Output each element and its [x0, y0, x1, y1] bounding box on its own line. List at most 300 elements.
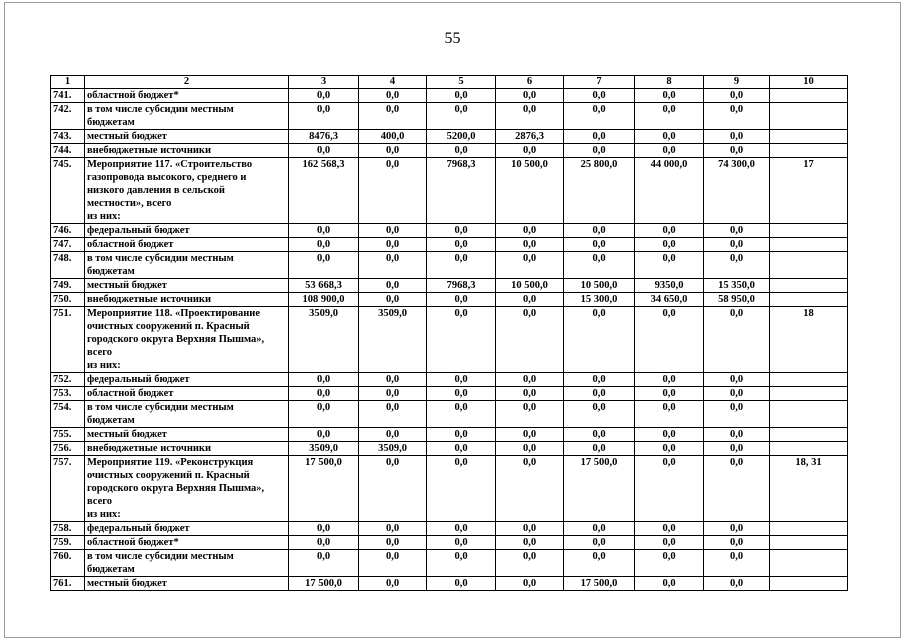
value-text: 0,0: [662, 131, 676, 142]
row-name-line: городского округа Верхняя Пышма»,: [87, 334, 265, 345]
value-text: 0,0: [592, 443, 606, 454]
value-text: 0,0: [522, 551, 537, 562]
row-name-line: областной бюджет*: [87, 537, 179, 548]
value-text: 25 800,0: [580, 159, 618, 170]
value-cell: [427, 252, 496, 279]
value-cell: [289, 238, 359, 252]
table-row: [51, 307, 848, 373]
value-text: 0,0: [592, 239, 606, 250]
value-text: 10 500,0: [511, 280, 548, 291]
target-reference-cell: [770, 279, 848, 293]
value-text: 0,0: [385, 294, 400, 305]
column-header: 3: [289, 76, 359, 89]
row-name-cell: [85, 387, 289, 401]
table-row: [51, 387, 848, 401]
row-name-cell: [85, 373, 289, 387]
value-text: 0,0: [729, 104, 744, 115]
value-text: 0,0: [592, 253, 606, 264]
row-name-line: областной бюджет: [87, 239, 174, 250]
value-text: 0,0: [729, 429, 744, 440]
value-cell: [635, 103, 704, 130]
value-cell: [564, 550, 635, 577]
value-text: 0,0: [662, 457, 676, 468]
value-cell: [496, 89, 564, 103]
row-name-line: всего: [87, 347, 113, 358]
value-text: 0,0: [454, 239, 468, 250]
page-number: 55: [444, 30, 461, 47]
value-text: 0,0: [385, 457, 400, 468]
value-text: 0,0: [522, 443, 537, 454]
value-text: 0,0: [454, 104, 468, 115]
value-cell: [359, 224, 427, 238]
value-text: 10 500,0: [511, 159, 548, 170]
value-cell: [496, 456, 564, 522]
value-cell: [704, 89, 770, 103]
value-cell: [496, 224, 564, 238]
value-cell: [704, 550, 770, 577]
value-cell: [704, 224, 770, 238]
row-name-cell: [85, 550, 289, 577]
value-cell: [359, 401, 427, 428]
table-row: [51, 522, 848, 536]
value-cell: [564, 144, 635, 158]
value-text: 15 300,0: [580, 294, 618, 305]
row-number: 743.: [51, 130, 85, 144]
row-number: 753.: [51, 387, 85, 401]
value-cell: [635, 456, 704, 522]
value-text: 0,0: [662, 523, 676, 534]
row-name-line: очистных сооружений п. Красный: [87, 321, 250, 332]
value-text: 0,0: [316, 429, 331, 440]
table-row: [51, 401, 848, 428]
target-reference-text: 17: [803, 159, 814, 170]
value-cell: [704, 238, 770, 252]
value-text: 0,0: [592, 537, 606, 548]
row-name-cell: [85, 536, 289, 550]
value-cell: [359, 279, 427, 293]
value-cell: [635, 536, 704, 550]
column-header: 2: [85, 76, 289, 89]
column-header: 7: [564, 76, 635, 89]
value-cell: [289, 577, 359, 591]
value-cell: [289, 130, 359, 144]
value-text: 0,0: [385, 280, 400, 291]
value-cell: [635, 130, 704, 144]
target-reference-cell: [770, 456, 848, 522]
table-row: [51, 158, 848, 224]
value-cell: [496, 279, 564, 293]
value-cell: [635, 252, 704, 279]
value-text: 0,0: [729, 457, 744, 468]
value-text: 0,0: [385, 90, 400, 101]
table-row: [51, 456, 848, 522]
value-cell: [427, 144, 496, 158]
value-cell: [704, 373, 770, 387]
value-cell: [359, 130, 427, 144]
value-cell: [635, 522, 704, 536]
value-text: 0,0: [316, 225, 331, 236]
column-header: 8: [635, 76, 704, 89]
row-name-line: местный бюджет: [87, 429, 167, 440]
value-cell: [359, 158, 427, 224]
table-body: [51, 89, 848, 591]
value-text: 10 500,0: [580, 280, 618, 291]
value-text: 0,0: [316, 104, 331, 115]
target-reference-cell: [770, 238, 848, 252]
target-reference-cell: [770, 387, 848, 401]
header-row: [51, 76, 848, 89]
row-name-line: очистных сооружений п. Красный: [87, 470, 250, 481]
value-cell: [289, 89, 359, 103]
value-text: 0,0: [454, 253, 468, 264]
value-cell: [704, 442, 770, 456]
value-text: 0,0: [729, 578, 744, 589]
row-name-line: в том числе субсидии местным: [87, 402, 234, 413]
table-row: [51, 536, 848, 550]
table-row: [51, 238, 848, 252]
value-text: 0,0: [316, 388, 331, 399]
value-text: 0,0: [316, 145, 331, 156]
row-name-line: из них:: [87, 211, 121, 222]
column-header: 9: [704, 76, 770, 89]
row-number: 747.: [51, 238, 85, 252]
value-cell: [704, 307, 770, 373]
value-cell: [564, 89, 635, 103]
value-text: 8476,3: [309, 131, 338, 142]
value-text: 0,0: [316, 537, 331, 548]
value-text: 0,0: [522, 145, 537, 156]
row-number: 754.: [51, 401, 85, 428]
column-header: 4: [359, 76, 427, 89]
value-text: 53 668,3: [305, 280, 342, 291]
table-row: [51, 373, 848, 387]
value-cell: [635, 293, 704, 307]
target-reference-cell: [770, 428, 848, 442]
value-text: 0,0: [592, 374, 606, 385]
value-text: 0,0: [454, 578, 468, 589]
value-cell: [289, 252, 359, 279]
row-name-cell: [85, 307, 289, 373]
value-text: 0,0: [454, 145, 468, 156]
value-text: 0,0: [454, 537, 468, 548]
row-name-line: из них:: [87, 360, 121, 371]
value-text: 0,0: [729, 551, 744, 562]
value-text: 0,0: [522, 578, 537, 589]
value-text: 0,0: [454, 90, 468, 101]
row-name-line: местный бюджет: [87, 131, 167, 142]
row-number: 757.: [51, 456, 85, 522]
value-text: 0,0: [385, 537, 400, 548]
value-cell: [704, 522, 770, 536]
value-cell: [496, 130, 564, 144]
value-cell: [635, 577, 704, 591]
row-number: 748.: [51, 252, 85, 279]
value-text: 0,0: [662, 388, 676, 399]
row-name-line: газопровода высокого, среднего и: [87, 172, 247, 183]
value-cell: [359, 144, 427, 158]
value-text: 0,0: [316, 551, 331, 562]
value-cell: [635, 387, 704, 401]
target-reference-cell: [770, 442, 848, 456]
row-name-line: в том числе субсидии местным: [87, 253, 234, 264]
budget-table: [50, 75, 848, 591]
value-cell: [564, 130, 635, 144]
row-number: 761.: [51, 577, 85, 591]
row-name-line: бюджетам: [87, 266, 135, 277]
value-text: 0,0: [522, 537, 537, 548]
row-name-line: внебюджетные источники: [87, 443, 212, 454]
row-number: 742.: [51, 103, 85, 130]
target-reference-cell: [770, 307, 848, 373]
value-cell: [564, 373, 635, 387]
value-cell: [427, 401, 496, 428]
value-cell: [496, 158, 564, 224]
row-name-line: Мероприятие 117. «Строительство: [87, 159, 253, 170]
value-cell: [496, 401, 564, 428]
value-text: 0,0: [316, 253, 331, 264]
value-cell: [704, 279, 770, 293]
value-cell: [564, 238, 635, 252]
value-text: 0,0: [592, 225, 606, 236]
value-text: 0,0: [729, 402, 744, 413]
row-name-line: всего: [87, 496, 113, 507]
value-cell: [635, 442, 704, 456]
row-number: 752.: [51, 373, 85, 387]
value-cell: [564, 456, 635, 522]
value-text: 0,0: [522, 457, 537, 468]
row-number: 756.: [51, 442, 85, 456]
value-cell: [564, 293, 635, 307]
value-text: 0,0: [592, 551, 606, 562]
table-row: [51, 577, 848, 591]
value-text: 0,0: [592, 90, 606, 101]
row-number: 751.: [51, 307, 85, 373]
value-text: 0,0: [454, 457, 468, 468]
value-text: 0,0: [385, 374, 400, 385]
value-cell: [496, 103, 564, 130]
value-cell: [496, 373, 564, 387]
table-row: [51, 89, 848, 103]
row-name-cell: [85, 89, 289, 103]
table-row: [51, 103, 848, 130]
value-text: 17 500,0: [580, 578, 618, 589]
target-reference-cell: [770, 577, 848, 591]
row-number: 755.: [51, 428, 85, 442]
value-text: 0,0: [522, 90, 537, 101]
column-header: 1: [51, 76, 85, 89]
value-cell: [564, 577, 635, 591]
value-cell: [427, 456, 496, 522]
value-text: 0,0: [385, 402, 400, 413]
value-text: 0,0: [592, 429, 606, 440]
value-cell: [704, 130, 770, 144]
value-text: 3509,0: [309, 443, 338, 454]
value-cell: [289, 550, 359, 577]
row-name-cell: [85, 456, 289, 522]
value-cell: [359, 293, 427, 307]
value-text: 0,0: [522, 523, 537, 534]
row-number: 745.: [51, 158, 85, 224]
value-text: 108 900,0: [302, 294, 345, 305]
row-number: 744.: [51, 144, 85, 158]
value-text: 34 650,0: [650, 294, 688, 305]
value-text: 0,0: [454, 402, 468, 413]
value-text: 0,0: [729, 308, 744, 319]
value-cell: [427, 279, 496, 293]
row-name-line: федеральный бюджет: [87, 523, 190, 534]
value-cell: [564, 387, 635, 401]
table-row: [51, 252, 848, 279]
row-name-line: бюджетам: [87, 117, 135, 128]
value-cell: [289, 103, 359, 130]
value-cell: [704, 293, 770, 307]
value-text: 0,0: [662, 402, 676, 413]
value-text: 2876,3: [515, 131, 544, 142]
value-text: 0,0: [662, 537, 676, 548]
value-cell: [564, 428, 635, 442]
value-text: 0,0: [729, 239, 744, 250]
value-cell: [704, 144, 770, 158]
value-cell: [427, 89, 496, 103]
value-text: 0,0: [454, 429, 468, 440]
table-row: [51, 224, 848, 238]
value-text: 0,0: [385, 578, 400, 589]
value-cell: [564, 158, 635, 224]
value-cell: [635, 158, 704, 224]
value-cell: [289, 293, 359, 307]
value-text: 0,0: [385, 429, 400, 440]
row-name-line: местный бюджет: [87, 578, 167, 589]
value-cell: [427, 103, 496, 130]
value-text: 0,0: [522, 402, 537, 413]
value-text: 0,0: [385, 388, 400, 399]
value-text: 0,0: [522, 388, 537, 399]
value-cell: [427, 293, 496, 307]
row-name-line: областной бюджет: [87, 388, 174, 399]
row-name-line: бюджетам: [87, 564, 135, 575]
value-cell: [704, 456, 770, 522]
value-cell: [427, 130, 496, 144]
value-text: 0,0: [316, 90, 331, 101]
value-cell: [359, 252, 427, 279]
row-name-cell: [85, 252, 289, 279]
target-reference-cell: [770, 158, 848, 224]
row-name-line: городского округа Верхняя Пышма»,: [87, 483, 265, 494]
row-number: 749.: [51, 279, 85, 293]
value-cell: [427, 373, 496, 387]
row-name-line: федеральный бюджет: [87, 225, 190, 236]
row-name-line: внебюджетные источники: [87, 145, 212, 156]
value-text: 5200,0: [446, 131, 476, 142]
value-text: 0,0: [385, 145, 400, 156]
value-cell: [359, 103, 427, 130]
value-text: 0,0: [522, 239, 537, 250]
value-text: 3509,0: [309, 308, 338, 319]
value-cell: [704, 577, 770, 591]
value-text: 0,0: [316, 374, 331, 385]
value-text: 0,0: [454, 374, 468, 385]
value-text: 0,0: [522, 253, 537, 264]
value-cell: [289, 456, 359, 522]
value-cell: [427, 536, 496, 550]
value-cell: [359, 456, 427, 522]
value-text: 0,0: [522, 104, 537, 115]
target-reference-cell: [770, 550, 848, 577]
value-text: 0,0: [454, 551, 468, 562]
row-name-line: в том числе субсидии местным: [87, 551, 234, 562]
target-reference-cell: [770, 293, 848, 307]
row-name-line: низкого давления в сельской: [87, 185, 225, 196]
value-cell: [289, 387, 359, 401]
value-text: 0,0: [662, 443, 676, 454]
value-text: 0,0: [454, 294, 468, 305]
value-cell: [359, 522, 427, 536]
target-reference-cell: [770, 401, 848, 428]
target-reference-cell: [770, 522, 848, 536]
value-cell: [289, 401, 359, 428]
value-text: 0,0: [592, 523, 606, 534]
value-text: 58 950,0: [718, 294, 755, 305]
value-cell: [289, 307, 359, 373]
table-row: [51, 428, 848, 442]
value-cell: [635, 550, 704, 577]
value-text: 0,0: [316, 523, 331, 534]
value-cell: [427, 224, 496, 238]
value-text: 0,0: [662, 239, 676, 250]
value-text: 0,0: [385, 104, 400, 115]
value-cell: [359, 387, 427, 401]
value-text: 0,0: [662, 104, 676, 115]
value-cell: [359, 550, 427, 577]
value-cell: [635, 144, 704, 158]
value-text: 0,0: [662, 145, 676, 156]
value-text: 0,0: [662, 429, 676, 440]
value-cell: [564, 536, 635, 550]
row-name-cell: [85, 442, 289, 456]
value-text: 0,0: [729, 145, 744, 156]
row-name-line: внебюджетные источники: [87, 294, 212, 305]
row-name-line: бюджетам: [87, 415, 135, 426]
value-cell: [635, 373, 704, 387]
value-text: 7968,3: [446, 159, 476, 170]
value-text: 15 350,0: [718, 280, 755, 291]
value-text: 0,0: [729, 537, 744, 548]
value-cell: [496, 550, 564, 577]
value-cell: [704, 252, 770, 279]
value-cell: [635, 224, 704, 238]
value-text: 0,0: [662, 374, 676, 385]
value-text: 0,0: [316, 239, 331, 250]
value-cell: [564, 401, 635, 428]
value-cell: [359, 307, 427, 373]
value-cell: [359, 577, 427, 591]
value-cell: [359, 373, 427, 387]
row-number: 750.: [51, 293, 85, 307]
value-cell: [564, 307, 635, 373]
value-cell: [564, 442, 635, 456]
row-name-cell: [85, 144, 289, 158]
value-text: 0,0: [454, 388, 468, 399]
target-reference-text: 18, 31: [795, 457, 822, 468]
value-cell: [704, 387, 770, 401]
value-text: 0,0: [662, 578, 676, 589]
value-text: 0,0: [729, 131, 744, 142]
value-cell: [427, 158, 496, 224]
value-text: 3509,0: [378, 443, 407, 454]
value-cell: [359, 442, 427, 456]
value-text: 74 300,0: [718, 159, 755, 170]
target-reference-cell: [770, 224, 848, 238]
